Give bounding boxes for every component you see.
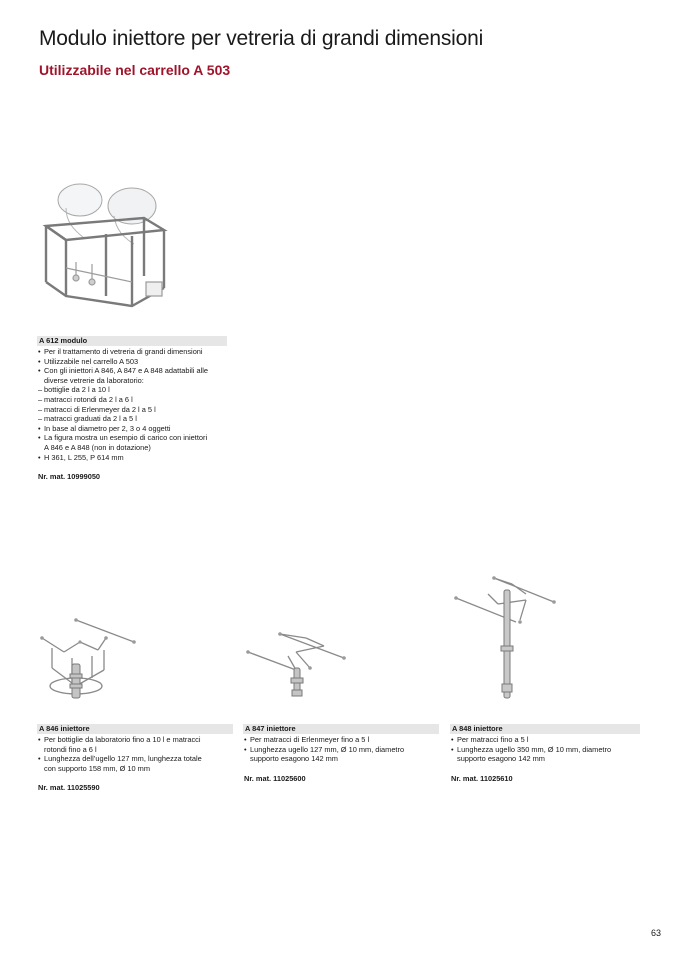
feature-line: • Utilizzabile nel carrello A 503 (37, 357, 227, 367)
product-a847 (243, 724, 439, 783)
material-number: Nr. mat. 11025600 (244, 773, 306, 783)
product-features (37, 735, 233, 773)
feature-subline: – bottiglie da 2 l a 10 l (37, 385, 227, 395)
injector-a847-illustration (244, 628, 348, 706)
material-number: Nr. mat. 10999050 (38, 472, 101, 482)
injector-a846-drawing (38, 612, 140, 704)
product-heading: A 847 iniettore (243, 724, 439, 734)
product-heading: A 846 iniettore (37, 724, 233, 734)
module-rack-drawing (36, 178, 172, 318)
module-rack-illustration (36, 178, 172, 318)
product-a846 (37, 724, 233, 793)
feature-line: • Per il trattamento di vetreria di grandi dimensioni (37, 347, 227, 357)
feature-line: • Lunghezza ugello 350 mm, Ø 10 mm, diametro (450, 745, 640, 755)
injector-a848-illustration (454, 574, 558, 706)
feature-line: • Con gli iniettori A 846, A 847 e A 848 adattabili alle (37, 366, 227, 376)
material-number: Nr. mat. 11025590 (38, 783, 100, 793)
feature-line: • In base al diametro per 2, 3 o 4 oggetti (37, 424, 227, 434)
material-number: Nr. mat. 11025610 (451, 773, 513, 783)
product-heading: A 612 modulo (37, 336, 227, 346)
feature-line: rotondi fino a 6 l (44, 744, 97, 754)
feature-line: • La figura mostra un esempio di carico con iniettori (37, 433, 227, 443)
product-a848 (450, 724, 640, 783)
injector-a848-drawing (454, 574, 558, 706)
feature-line: • Per matracci fino a 5 l (450, 735, 640, 745)
product-features (243, 735, 439, 764)
feature-line: supporto esagono 142 mm (457, 754, 545, 764)
feature-line: • Per matracci di Erlenmeyer fino a 5 l (243, 735, 439, 745)
feature-line: • Per bottiglie da laboratorio fino a 10 l e matracci (37, 735, 233, 745)
feature-line: • H 361, L 255, P 614 mm (37, 453, 227, 463)
page-title: Modulo iniettore per vetreria di grandi dimensioni (39, 27, 484, 50)
product-features (450, 735, 640, 764)
page-subtitle: Utilizzabile nel carrello A 503 (39, 62, 231, 78)
feature-line: diverse vetrerie da laboratorio: (44, 375, 144, 385)
feature-line: con supporto 158 mm, Ø 10 mm (44, 763, 150, 773)
injector-a846-illustration (38, 612, 140, 704)
feature-subline: – matracci rotondi da 2 l a 6 l (37, 395, 227, 405)
feature-line: • Lunghezza dell’ugello 127 mm, lunghezza totale (37, 754, 233, 764)
page-number: 63 (651, 928, 662, 938)
feature-subline: – matracci di Erlenmeyer da 2 l a 5 l (37, 405, 227, 415)
feature-line: A 846 e A 848 (non in dotazione) (44, 442, 151, 452)
feature-line: supporto esagono 142 mm (250, 754, 338, 764)
product-a612 (37, 336, 227, 482)
injector-a847-drawing (244, 628, 348, 706)
feature-subline: – matracci graduati da 2 l a 5 l (37, 414, 227, 424)
product-features (37, 347, 227, 462)
feature-line: • Lunghezza ugello 127 mm, Ø 10 mm, diametro (243, 745, 439, 755)
product-heading: A 848 iniettore (450, 724, 640, 734)
